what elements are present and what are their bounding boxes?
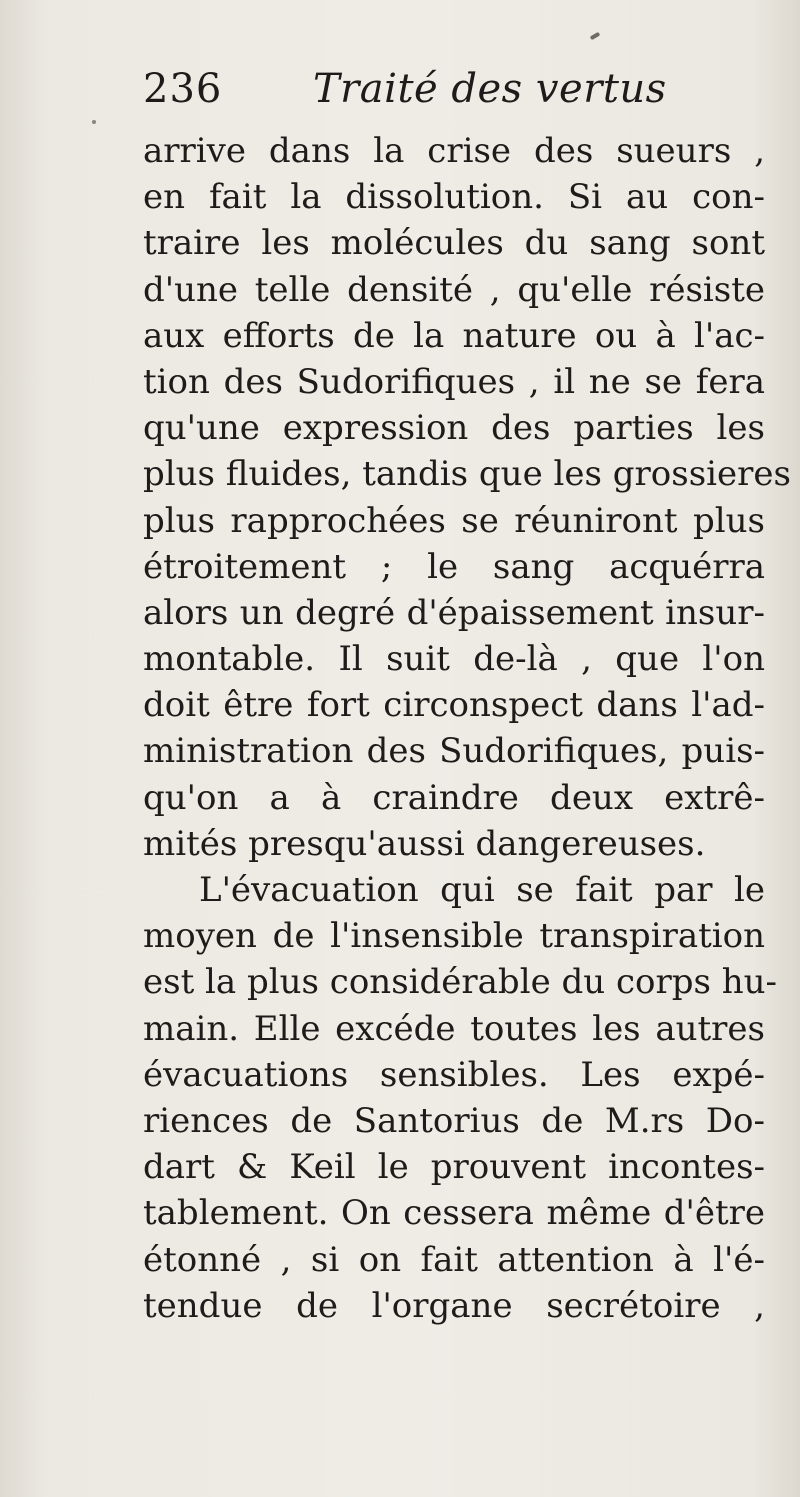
text-line: qu'une expression des parties les [143, 408, 765, 449]
paper-speck [92, 120, 96, 124]
text-line: plus fluides, tandis que les grossieres [143, 454, 791, 495]
text-line: tablement. On cessera même d'être [143, 1193, 765, 1234]
text-line: dart & Keil le prouvent incontes- [143, 1147, 765, 1188]
text-line: tion des Sudorifiques , il ne se fera [143, 361, 765, 402]
text-line: moyen de l'insensible transpiration [143, 916, 765, 957]
text-line: plus rapprochées se réuniront plus [143, 500, 765, 541]
text-line: aux efforts de la nature ou à l'ac- [143, 315, 765, 356]
text-line: montable. Il suit de-là , que l'on [143, 639, 765, 680]
page-header [143, 62, 763, 122]
text-line: mités presqu'aussi dangereuses. [143, 823, 706, 864]
text-line: doit être fort circonspect dans l'ad- [143, 685, 765, 726]
running-title: Traité des vertus [313, 66, 667, 112]
text-line: qu'on a à craindre deux extrê- [143, 777, 765, 818]
text-line: riences de Santorius de M.rs Do- [143, 1100, 765, 1141]
text-line: étroitement ; le sang acquérra [143, 546, 765, 587]
body-text [143, 128, 791, 1329]
text-line: évacuations sensibles. Les expé- [143, 1054, 765, 1095]
text-line: traire les molécules du sang sont [143, 223, 765, 264]
ink-mark [590, 32, 601, 40]
text-line: d'une telle densité , qu'elle résiste [143, 269, 765, 310]
text-line: étonné , si on fait attention à l'é- [143, 1239, 765, 1280]
text-line: L'évacuation qui se fait par le [199, 870, 765, 910]
text-line: est la plus considérable du corps hu- [143, 962, 778, 1003]
text-line: arrive dans la crise des sueurs , [143, 131, 765, 171]
text-line: tendue de l'organe secrétoire , [143, 1285, 765, 1326]
text-line: alors un degré d'épaissement insur- [143, 592, 765, 633]
text-line: main. Elle excéde toutes les autres [143, 1008, 765, 1049]
text-line: en fait la dissolution. Si au con- [143, 177, 765, 218]
page-number: 236 [143, 66, 223, 112]
text-line: ministration des Sudorifiques, puis- [143, 731, 765, 772]
